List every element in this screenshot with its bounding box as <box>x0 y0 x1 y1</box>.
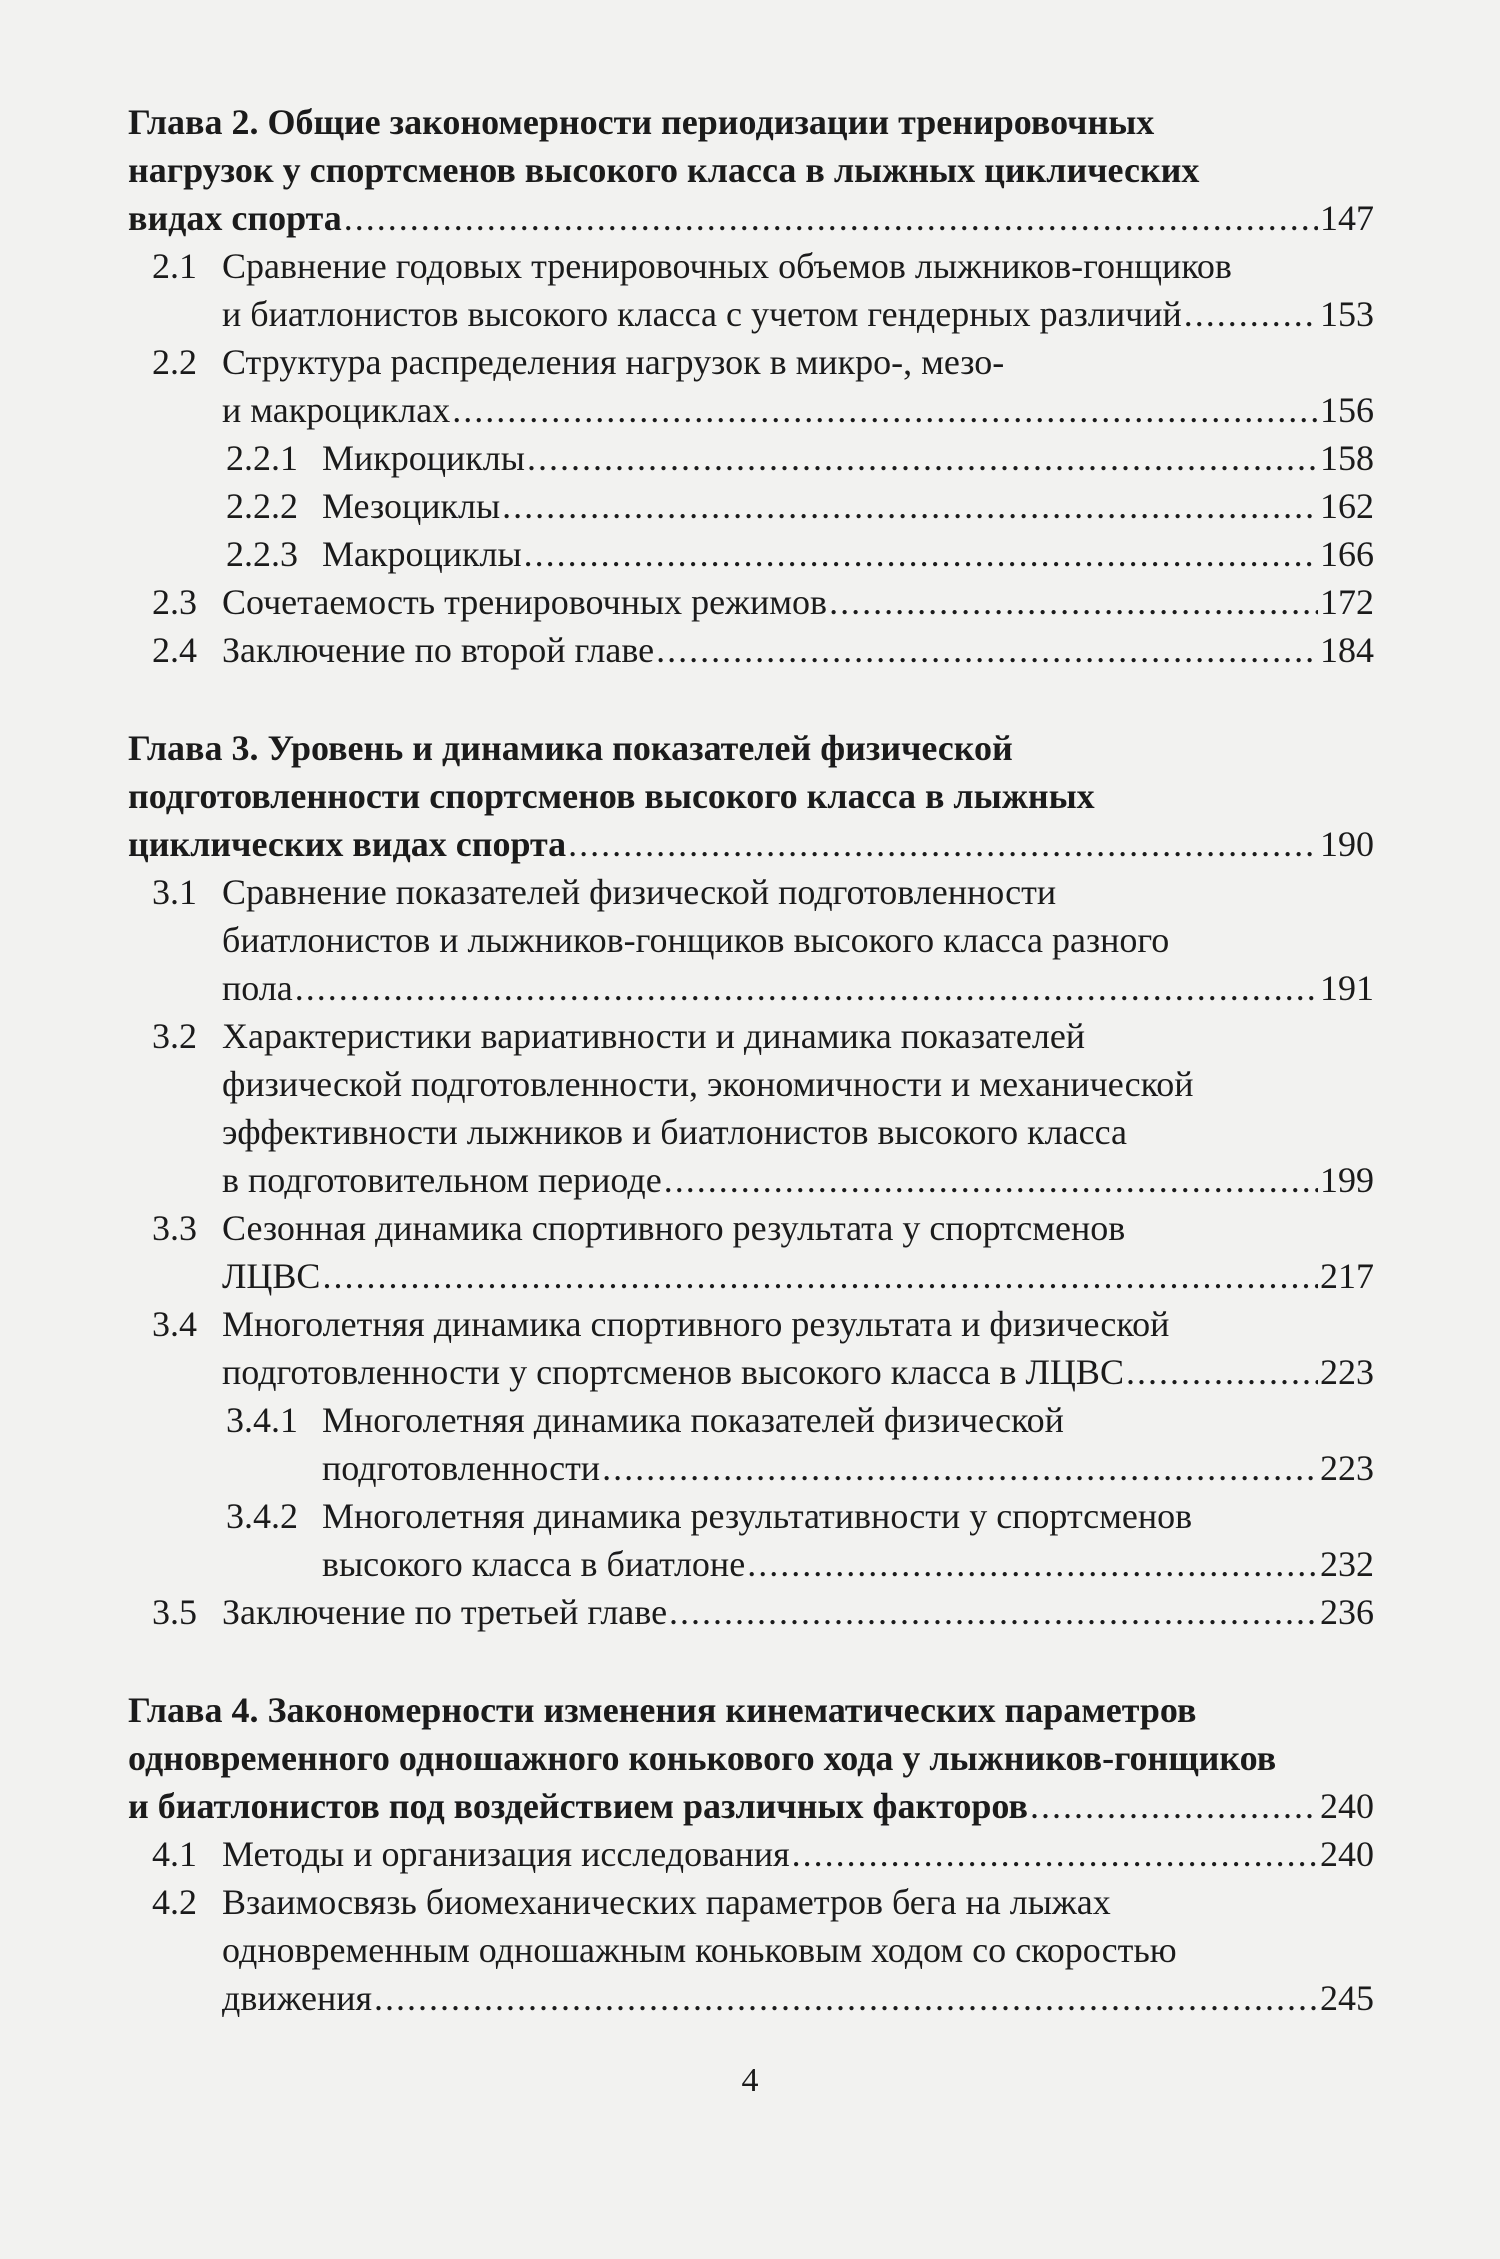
toc-entry <box>128 1830 1374 1878</box>
section-title-line: Микроциклы <box>322 438 525 478</box>
section-number: 2.2.3 <box>226 534 298 574</box>
section-title-last-line <box>322 1444 1374 1492</box>
section-title-line: подготовленности у спортсменов высокого класса в ЛЦВС <box>222 1352 1124 1392</box>
section-title-last-line <box>222 964 1374 1012</box>
chapter-gap <box>128 1636 1374 1686</box>
page-number: 4 <box>741 2062 759 2099</box>
section-title-line: Сравнение показателей физической подготовленности <box>222 872 1057 912</box>
section-title-line: Мезоциклы <box>322 486 501 526</box>
chapter-gap <box>128 674 1374 724</box>
section-page-number: 191 <box>1320 968 1374 1008</box>
leader-dots <box>1030 1782 1318 1830</box>
section-title-line: эффективности лыжников и биатлонистов высокого класса <box>222 1112 1127 1152</box>
section-page-number: 166 <box>1320 534 1374 574</box>
chapter-title-line: подготовленности спортсменов высокого класса в лыжных <box>128 776 1095 816</box>
section-title-line: Заключение по третьей главе <box>222 1592 668 1632</box>
section-title-line: биатлонистов и лыжников-гонщиков высокого класса разного <box>222 920 1170 960</box>
toc-entry <box>128 530 1374 578</box>
section-title-last-line <box>222 1974 1374 2022</box>
section-page-number: 236 <box>1320 1592 1374 1632</box>
chapter-page-number: 147 <box>1320 198 1374 238</box>
toc-entry <box>128 434 1374 482</box>
toc-entry <box>128 242 1374 338</box>
section-number: 3.4.1 <box>226 1400 298 1440</box>
section-page-number: 217 <box>1320 1256 1374 1296</box>
section-title-line: Структура распределения нагрузок в микро-, мезо- <box>222 342 1005 382</box>
section-number: 2.2.2 <box>226 486 298 526</box>
section-page-number: 223 <box>1320 1448 1374 1488</box>
leader-dots <box>747 1540 1318 1588</box>
section-number: 2.2 <box>152 342 197 382</box>
section-title-line: Макроциклы <box>322 534 522 574</box>
toc-entry <box>128 1878 1374 2022</box>
chapter-heading <box>128 1686 1374 1830</box>
section-title-line: Многолетняя динамика показателей физической <box>322 1400 1064 1440</box>
chapter-title-line: циклических видах спорта <box>128 824 567 864</box>
section-title-line: физической подготовленности, экономичности и механической <box>222 1064 1194 1104</box>
section-number: 3.4.2 <box>226 1496 298 1536</box>
leader-dots <box>295 964 1318 1012</box>
section-title-line: Многолетняя динамика спортивного результата и физической <box>222 1304 1170 1344</box>
section-title-last-line <box>222 1588 1374 1636</box>
section-number: 3.1 <box>152 872 197 912</box>
section-title-line: Сравнение годовых тренировочных объемов лыжников-гонщиков <box>222 246 1232 286</box>
section-number: 2.4 <box>152 630 197 670</box>
section-title-line: одновременным одношажным коньковым ходом со скоростью <box>222 1930 1177 1970</box>
section-page-number: 156 <box>1320 390 1374 430</box>
leader-dots <box>1184 290 1318 338</box>
leader-dots <box>322 1252 1318 1300</box>
leader-dots <box>374 1974 1318 2022</box>
leader-dots <box>664 1156 1318 1204</box>
table-of-contents <box>128 98 1374 2022</box>
section-title-last-line <box>222 1156 1374 1204</box>
section-page-number: 223 <box>1320 1352 1374 1392</box>
section-title-last-line <box>222 290 1374 338</box>
chapter-title-line: и биатлонистов под воздействием различных факторов <box>128 1786 1028 1826</box>
chapter-page-number: 190 <box>1320 824 1374 864</box>
section-title-line: Сочетаемость тренировочных режимов <box>222 582 828 622</box>
chapter-title-line: одновременного одношажного конькового хода у лыжников-гонщиков <box>128 1738 1277 1778</box>
chapter-page-number: 240 <box>1320 1786 1374 1826</box>
section-page-number: 199 <box>1320 1160 1374 1200</box>
leader-dots <box>669 1588 1318 1636</box>
section-title-line: и макроциклах <box>222 390 451 430</box>
section-title-last-line <box>322 530 1374 578</box>
leader-dots <box>656 626 1318 674</box>
section-title-last-line <box>222 1348 1374 1396</box>
section-number: 3.5 <box>152 1592 197 1632</box>
section-title-line: Заключение по второй главе <box>222 630 655 670</box>
chapter-title-line: Глава 2. Общие закономерности периодизации тренировочных <box>128 102 1155 142</box>
chapter-title-line: Глава 4. Закономерности изменения кинематических параметров <box>128 1690 1197 1730</box>
section-page-number: 184 <box>1320 630 1374 670</box>
section-title-line: Взаимосвязь биомеханических параметров бега на лыжах <box>222 1882 1111 1922</box>
section-page-number: 232 <box>1320 1544 1374 1584</box>
section-number: 2.3 <box>152 582 197 622</box>
section-title-line: Сезонная динамика спортивного результата у спортсменов <box>222 1208 1126 1248</box>
toc-entry <box>128 868 1374 1012</box>
section-page-number: 245 <box>1320 1978 1374 2018</box>
section-title-line: и биатлонистов высокого класса с учетом гендерных различий <box>222 294 1182 334</box>
section-title-last-line <box>222 1830 1374 1878</box>
section-number: 4.1 <box>152 1834 197 1874</box>
section-title-last-line <box>322 482 1374 530</box>
section-page-number: 158 <box>1320 438 1374 478</box>
leader-dots <box>527 434 1318 482</box>
section-title-last-line <box>222 626 1374 674</box>
section-title-line: подготовленности <box>322 1448 601 1488</box>
section-title-line: в подготовительном периоде <box>222 1160 662 1200</box>
toc-entry <box>128 338 1374 434</box>
chapter-heading <box>128 98 1374 242</box>
section-title-line: Многолетняя динамика результативности у спортсменов <box>322 1496 1193 1536</box>
chapter-title-line: видах спорта <box>128 198 342 238</box>
section-title-line: движения <box>222 1978 373 2018</box>
section-title-line: пола <box>222 968 293 1008</box>
leader-dots <box>792 1830 1318 1878</box>
section-title-line: ЛЦВС <box>222 1256 321 1296</box>
chapter-title-last-line <box>128 1782 1374 1830</box>
section-title-last-line <box>222 1252 1374 1300</box>
leader-dots <box>524 530 1318 578</box>
leader-dots <box>452 386 1318 434</box>
toc-entry <box>128 482 1374 530</box>
section-number: 3.2 <box>152 1016 197 1056</box>
toc-entry <box>128 626 1374 674</box>
section-title-line: Методы и организация исследования <box>222 1834 790 1874</box>
section-page-number: 162 <box>1320 486 1374 526</box>
toc-entry <box>128 1204 1374 1300</box>
leader-dots <box>344 194 1318 242</box>
section-title-last-line <box>322 434 1374 482</box>
leader-dots <box>1126 1348 1318 1396</box>
leader-dots <box>502 482 1318 530</box>
chapter-title-last-line <box>128 820 1374 868</box>
toc-entry <box>128 1300 1374 1396</box>
toc-entry <box>128 1588 1374 1636</box>
toc-entry <box>128 1012 1374 1204</box>
section-number: 2.1 <box>152 246 197 286</box>
section-title-last-line <box>222 578 1374 626</box>
toc-entry <box>128 1396 1374 1492</box>
section-title-last-line <box>222 386 1374 434</box>
section-page-number: 172 <box>1320 582 1374 622</box>
leader-dots <box>829 578 1318 626</box>
toc-entry <box>128 578 1374 626</box>
toc-entry <box>128 1492 1374 1588</box>
section-page-number: 153 <box>1320 294 1374 334</box>
section-page-number: 240 <box>1320 1834 1374 1874</box>
chapter-title-line: Глава 3. Уровень и динамика показателей физической <box>128 728 1013 768</box>
chapter-title-line: нагрузок у спортсменов высокого класса в лыжных циклических <box>128 150 1200 190</box>
section-number: 4.2 <box>152 1882 197 1922</box>
section-number: 3.4 <box>152 1304 197 1344</box>
section-title-line: Характеристики вариативности и динамика показателей <box>222 1016 1086 1056</box>
section-number: 2.2.1 <box>226 438 298 478</box>
section-title-last-line <box>322 1540 1374 1588</box>
leader-dots <box>602 1444 1318 1492</box>
section-number: 3.3 <box>152 1208 197 1248</box>
leader-dots <box>568 820 1318 868</box>
chapter-heading <box>128 724 1374 868</box>
chapter-title-last-line <box>128 194 1374 242</box>
section-title-line: высокого класса в биатлоне <box>322 1544 746 1584</box>
